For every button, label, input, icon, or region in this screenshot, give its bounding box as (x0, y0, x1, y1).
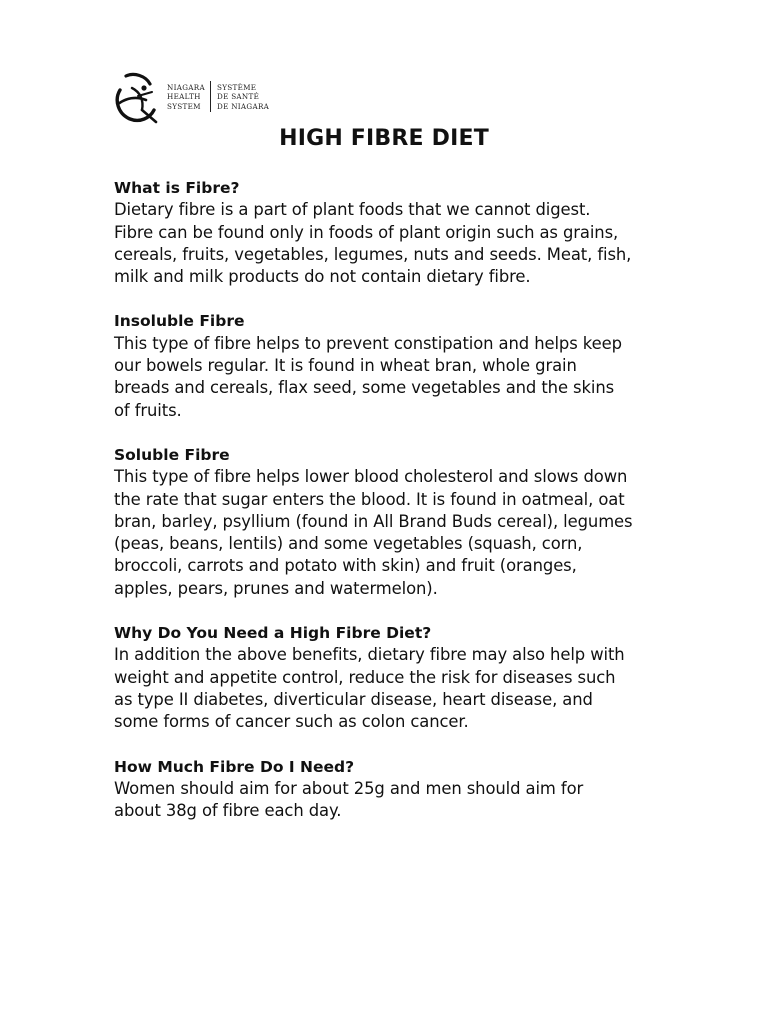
section-soluble-fibre (114, 444, 654, 600)
text-line: broccoli, carrots and potato with skin) and fruit (oranges, (114, 556, 577, 576)
logo-text-french (217, 83, 269, 111)
text-line: This type of fibre helps to prevent constipation and helps keep (114, 333, 622, 353)
section-paragraph (114, 466, 654, 600)
section-heading: How Much Fibre Do I Need? (114, 757, 355, 776)
section-why-high-fibre (114, 622, 654, 733)
section-insoluble-fibre (114, 310, 654, 421)
logo-text-english (167, 83, 205, 111)
text-line: bran, barley, psyllium (found in All Brand Buds cereal), legumes (114, 511, 633, 531)
text-line: In addition the above benefits, dietary fibre may also help with (114, 645, 625, 665)
logo-en-line: HEALTH (167, 92, 201, 102)
section-paragraph (114, 333, 654, 422)
section-heading: Soluble Fibre (114, 445, 230, 464)
section-how-much-fibre (114, 756, 654, 823)
logo-fr-line: DE SANTÉ (217, 92, 260, 102)
logo-divider (210, 81, 211, 112)
section-heading: Insoluble Fibre (114, 312, 245, 331)
text-line: breads and cereals, flax seed, some vegetables and the skins (114, 378, 615, 398)
section-heading: What is Fibre? (114, 179, 240, 197)
text-line: Dietary fibre is a part of plant foods that we cannot digest. (114, 200, 591, 220)
text-line: apples, pears, prunes and watermelon). (114, 578, 438, 598)
text-line: milk and milk products do not contain dietary fibre. (114, 267, 531, 287)
section-paragraph (114, 778, 654, 823)
niagara-health-system-logo (112, 70, 282, 126)
text-line: as type II diabetes, diverticular disease, heart disease, and (114, 689, 593, 709)
text-line: about 38g of fibre each day. (114, 801, 342, 821)
logo-emblem-icon (112, 70, 162, 124)
document-body (114, 177, 654, 844)
text-line: (peas, beans, lentils) and some vegetables (squash, corn, (114, 534, 583, 554)
text-line: some forms of cancer such as colon cancer. (114, 712, 469, 732)
text-line: This type of fibre helps lower blood cholesterol and slows down (114, 467, 628, 487)
text-line: of fruits. (114, 400, 182, 420)
section-what-is-fibre (114, 177, 654, 288)
text-line: our bowels regular. It is found in wheat bran, whole grain (114, 356, 577, 376)
section-heading: Why Do You Need a High Fibre Diet? (114, 624, 432, 643)
text-line: Women should aim for about 25g and men should aim for (114, 778, 584, 798)
logo-en-line: SYSTEM (167, 101, 201, 111)
logo-fr-line: SYSTÈME (217, 83, 257, 92)
section-paragraph (114, 199, 654, 288)
text-line: Fibre can be found only in foods of plant origin such as grains, (114, 222, 619, 242)
text-line: weight and appetite control, reduce the risk for diseases such (114, 667, 616, 687)
logo-en-line: NIAGARA (167, 83, 205, 92)
section-paragraph (114, 644, 654, 733)
text-line: the rate that sugar enters the blood. It is found in oatmeal, oat (114, 489, 625, 509)
text-line: cereals, fruits, vegetables, legumes, nuts and seeds. Meat, fish, (114, 244, 632, 264)
logo-fr-line: DE NIAGARA (217, 101, 270, 111)
page-title: HIGH FIBRE DIET (279, 126, 489, 151)
